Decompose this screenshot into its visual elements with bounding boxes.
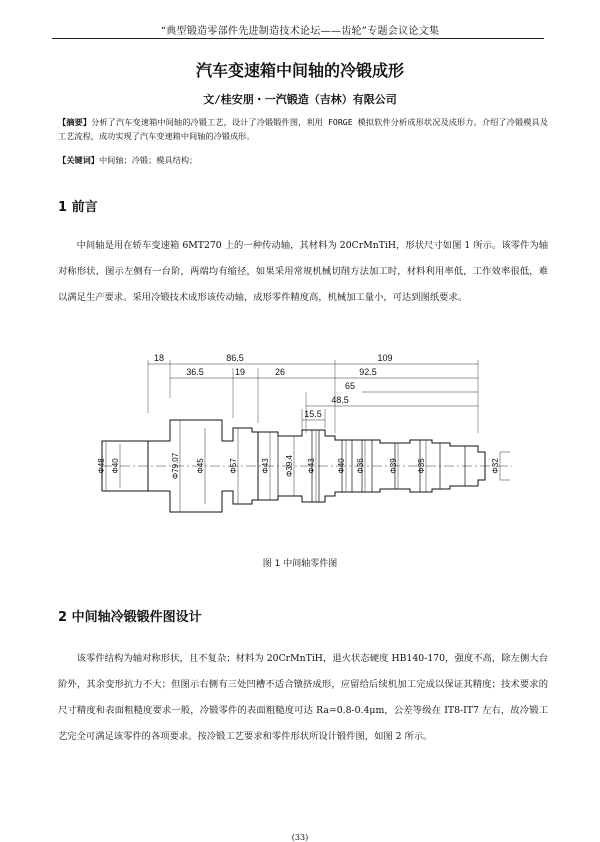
dim-diameter: Φ39 <box>389 458 398 474</box>
paper-title: 汽车变速箱中间轴的冷锻成形 <box>195 61 404 80</box>
section-1-heading: 1 前言 <box>58 200 98 215</box>
dim-diameter: Φ36 <box>356 458 365 474</box>
dim-diameter: Φ40 <box>337 458 346 474</box>
section-2-paragraph: 该零件结构为轴对称形状，且不复杂；材料为 20CrMnTiH，退火状态硬度 HB140-170，强度不高，除左侧大台阶外，其余变形抗力不大；但图示右侧有三处凹槽不适合镦挤成形，应留给后续机加工完成以保证其精度；技术要求的尺寸精度和表面粗糙度要求一般，冷锻零件的表面粗糙度可达 Ra=0.8-0.4μm，公差等级在 IT8-IT7 左右，故冷锻工艺完全可满足该零件的各项要求。按冷锻工艺要求和零件形状所设计锻件图，如图 2 所示。 <box>58 653 548 742</box>
shaft-drawing <box>80 348 520 548</box>
running-header: “典型锻造零部件先进制造技术论坛——齿轮”专题会议论文集 <box>160 26 440 37</box>
dim-horizontal: 65 <box>344 381 356 391</box>
section-2-heading: 2 中间轴冷锻锻件图设计 <box>58 610 202 625</box>
dim-diameter: Φ57 <box>229 458 238 474</box>
dim-diameter: Φ32 <box>491 458 500 474</box>
dim-diameter: Φ43 <box>307 458 316 474</box>
dim-horizontal: 36.5 <box>186 367 204 377</box>
dim-diameter: Φ39.4 <box>285 455 294 477</box>
dim-diameter: Φ79.07 <box>171 452 180 480</box>
page-number: (33) <box>291 833 309 842</box>
abstract <box>58 115 548 143</box>
dim-diameter: Φ43 <box>261 458 270 474</box>
author-line: 文/桂安朋・一汽锻造（吉林）有限公司 <box>203 93 397 106</box>
figure-1-caption: 图 1 中间轴零件图 <box>262 559 338 569</box>
section-2-body <box>58 646 548 750</box>
dim-horizontal: 15.5 <box>304 409 322 419</box>
dim-horizontal: 19 <box>234 367 246 377</box>
dim-horizontal: 92.5 <box>359 367 377 377</box>
dim-diameter: Φ45 <box>196 458 205 474</box>
keywords-label: 【关键词】 <box>58 155 99 165</box>
dim-horizontal: 26 <box>274 367 286 377</box>
abstract-text: 分析了汽车变速箱中间轴的冷锻工艺，设计了冷锻锻件图，利用 FORGE 模拟软件分析成形状况及成形力。介绍了冷锻模具及工艺流程，成功实现了汽车变速箱中间轴的冷锻成形。 <box>58 117 548 141</box>
keywords <box>58 155 548 166</box>
dim-diameter: Φ48 <box>97 458 106 474</box>
section-1-body <box>58 233 548 311</box>
dim-horizontal: 48.5 <box>331 395 349 405</box>
header-rule <box>52 38 544 39</box>
section-1-paragraph: 中间轴是用在轿车变速箱 6MT270 上的一种传动轴，其材料为 20CrMnTiH，形状尺寸如图 1 所示。该零件为轴对称形状，图示左侧有一台阶，两端均有缩径，如果采用常规机械切削方法加工时，材料利用率低，工作效率很低，难以满足生产要求。采用冷锻技术成形该传动轴，成形零件精度高，机械加工量小，可达到图纸要求。 <box>58 240 548 303</box>
dim-diameter: Φ40 <box>111 458 120 474</box>
keywords-text: 中间轴；冷锻；模具结构； <box>98 155 198 165</box>
dim-horizontal: 109 <box>377 353 393 363</box>
dim-horizontal: 86.5 <box>226 353 244 363</box>
dim-horizontal: 18 <box>153 353 165 363</box>
dim-diameter: Φ35 <box>417 458 426 474</box>
abstract-label: 【摘要】 <box>58 117 92 127</box>
